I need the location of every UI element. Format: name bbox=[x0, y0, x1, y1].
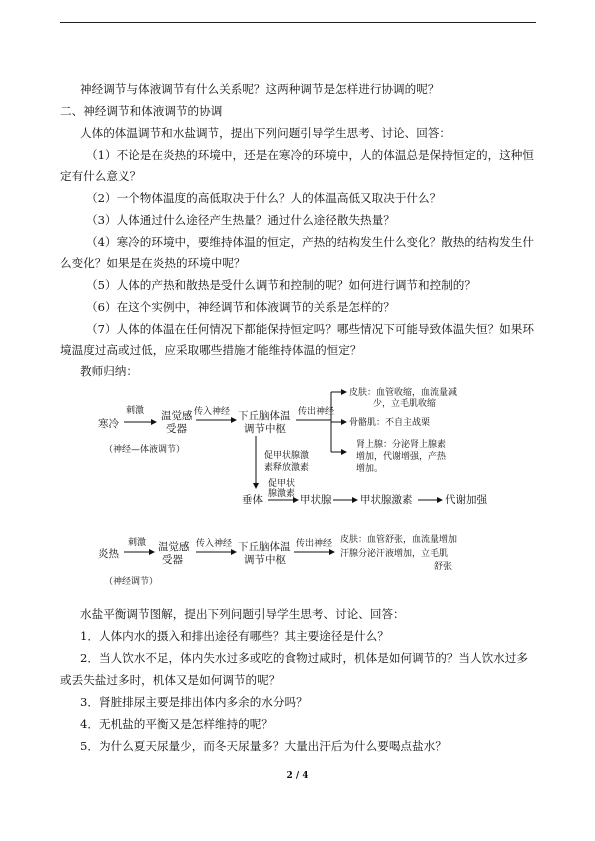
hot-output-line-3: 舒张 bbox=[434, 562, 453, 572]
cold-mode-label: （神经—体液调节） bbox=[104, 445, 186, 455]
cold-receptor-line-1: 温觉感 bbox=[161, 410, 193, 422]
cold-center-line-2: 调节中枢 bbox=[244, 423, 286, 435]
cold-thyroxine-label: 甲状腺激素 bbox=[360, 494, 413, 506]
question-1-line-2: 定有什么意义？ bbox=[60, 169, 142, 183]
paragraph-lead: 人体的体温调节和水盐调节，提出下列问题引导学生思考、讨论、回答： bbox=[80, 126, 452, 140]
question-3: （3）人体通过什么途径产生热量？通过什么途径散失热量？ bbox=[86, 213, 395, 227]
water-question-3: 3．肾脏排尿主要是排出体内多余的水分吗？ bbox=[80, 695, 308, 709]
paragraph-intro: 神经调节与体液调节有什么关系呢？这两种调节是怎样进行协调的呢？ bbox=[80, 82, 440, 96]
page-number: 2 / 4 bbox=[286, 771, 309, 781]
water-question-4: 4．无机盐的平衡又是怎样维持的呢？ bbox=[80, 717, 273, 731]
cold-muscle-label: 骨骼肌：不自主战栗 bbox=[349, 418, 431, 428]
cold-metabolism-label: 代谢加强 bbox=[445, 494, 487, 506]
hot-output-line-2: 汗腺分泌汗液增加，立毛肌 bbox=[340, 549, 449, 559]
question-2: （2）一个物体温度的高低取决于什么？人的体温高低又取决于什么？ bbox=[86, 191, 442, 205]
hot-center-line-2: 调节中枢 bbox=[244, 554, 286, 566]
hot-receptor-line-2: 受器 bbox=[162, 554, 183, 566]
hot-center-line-1: 下丘脑体温 bbox=[238, 541, 291, 553]
question-7-line-2: 境温度过高或过低，应采取哪些措施才能维持体温的恒定？ bbox=[60, 343, 362, 357]
hot-receptor-line-1: 温觉感 bbox=[158, 541, 190, 553]
water-salt-intro: 水盐平衡调节图解，提出下列问题引导学生思考、讨论、回答： bbox=[80, 607, 405, 621]
cold-trh-line-2: 素释放激素 bbox=[264, 463, 310, 473]
hot-output-line-1: 皮肤：血管舒张，血流量增加 bbox=[340, 535, 458, 545]
cold-receptor-line-2: 受器 bbox=[166, 423, 187, 435]
hot-nerve-in-label: 传入神经 bbox=[196, 539, 233, 549]
cold-stimulus-label: 刺激 bbox=[126, 406, 145, 416]
section-heading: 二、神经调节和体液调节的协调 bbox=[60, 104, 223, 118]
cold-skin-line-1: 皮肤：血管收缩，血流量减 bbox=[349, 388, 458, 398]
cold-adrenal-line-3: 增加。 bbox=[356, 464, 384, 474]
water-question-1: 1．人体内水的摄入和排出途径有哪些？其主要途径是什么？ bbox=[80, 629, 389, 643]
question-4-line-1: （4）寒冷的环境中，要维持体温的恒定，产热的结构发生什么变化？散热的结构发生什 bbox=[86, 235, 534, 249]
cold-thyroid-label: 甲状腺 bbox=[300, 494, 332, 506]
question-5: （5）人体的产热和散热是受什么调节和控制的呢？如何进行调节和控制的？ bbox=[86, 278, 476, 292]
cold-adrenal-line-1: 肾上腺：分泌肾上腺素 bbox=[356, 440, 447, 450]
question-7-line-1: （7）人体的体温在任何情况下都能保持恒定吗？哪些情况下可能导致体温失恒？如果环 bbox=[86, 322, 534, 336]
water-question-2-line-1: 2．当人饮水不足，体内失水过多或吃的食物过咸时，机体是如何调节的？当人饮水过多 bbox=[80, 651, 528, 665]
cold-pituitary-label: 垂体 bbox=[242, 494, 263, 506]
hot-nerve-out-label: 传出神经 bbox=[296, 539, 333, 549]
cold-center-line-1: 下丘脑体温 bbox=[238, 410, 291, 422]
cold-skin-line-2: 少，立毛肌收缩 bbox=[373, 399, 437, 409]
cold-start-label: 寒冷 bbox=[98, 418, 119, 430]
question-1-line-1: （1）不论是在炎热的环境中，还是在寒冷的环境中，人的体温总是保持恒定的，这种恒 bbox=[86, 148, 534, 162]
hot-stimulus-label: 刺激 bbox=[128, 538, 147, 548]
cold-tsh-line-2: 腺激素 bbox=[268, 489, 296, 499]
water-question-2-line-2: 或丢失盐过多时，机体又是如何调节的呢？ bbox=[60, 673, 281, 687]
cold-nerve-out-label: 传出神经 bbox=[298, 407, 335, 417]
teacher-summary-label: 教师归纳： bbox=[80, 364, 138, 378]
question-6: （6）在这个实例中，神经调节和体液调节的关系是怎样的？ bbox=[86, 300, 395, 314]
water-question-5: 5．为什么夏天尿量少，而冬天尿量多？大量出汗后为什么要喝点盐水？ bbox=[80, 739, 447, 753]
hot-mode-label: （神经调节） bbox=[104, 577, 159, 587]
cold-tsh-line-1: 促甲状 bbox=[268, 479, 296, 489]
question-4-line-2: 么变化？如果是在炎热的环境中呢？ bbox=[60, 256, 246, 270]
cold-adrenal-line-2: 增加，代谢增强，产热 bbox=[356, 452, 447, 462]
cold-nerve-in-label: 传入神经 bbox=[194, 407, 231, 417]
hot-start-label: 炎热 bbox=[98, 548, 119, 560]
cold-trh-line-1: 促甲状腺激 bbox=[264, 451, 310, 461]
